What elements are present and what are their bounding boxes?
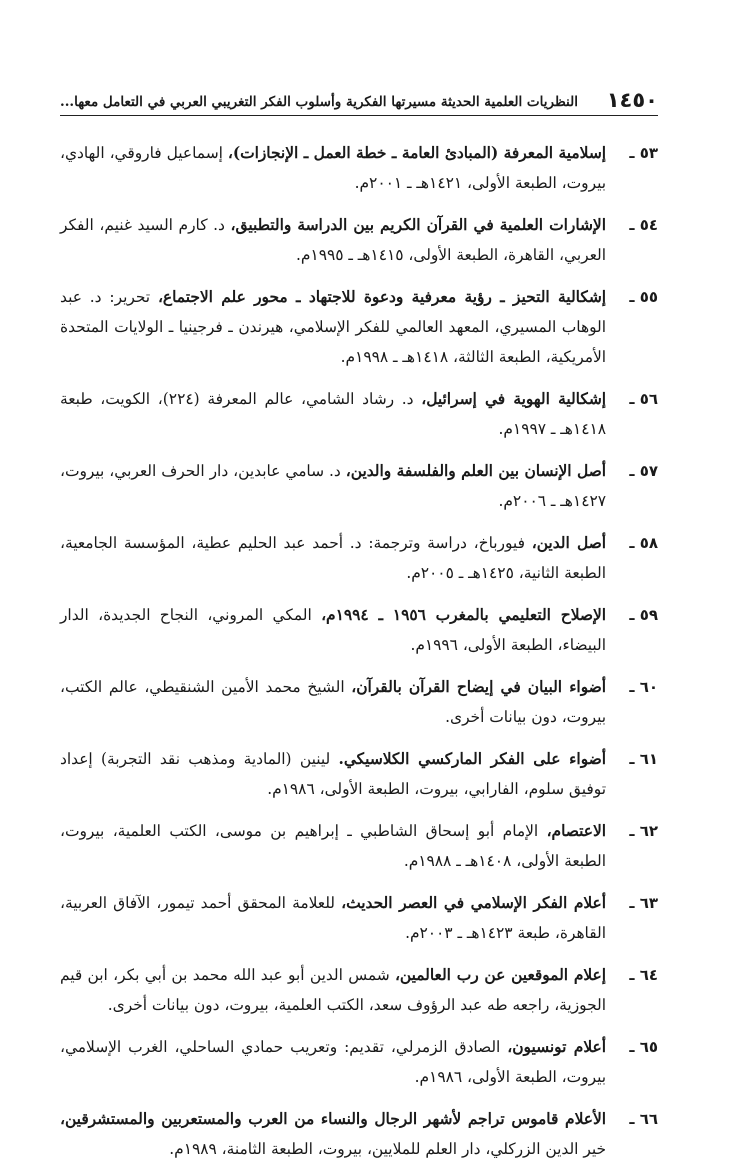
- entry-title: الأعلام قاموس تراجم لأشهر الرجال والنساء من العرب والمستعربين والمستشرقين،: [60, 1110, 606, 1128]
- entry-title: أصل الإنسان بين العلم والفلسفة والدين،: [345, 462, 606, 480]
- entry-number: ٦٥ ـ: [629, 1038, 658, 1056]
- entry-title: أضواء على الفكر الماركسي الكلاسيكي.: [338, 750, 606, 768]
- entry-number: ٥٥ ـ: [629, 288, 658, 306]
- entry-number: ٦٣ ـ: [629, 894, 658, 912]
- bibliography-entry: [60, 1032, 658, 1092]
- entry-text: [60, 528, 606, 588]
- entry-details: فيورباخ، دراسة وترجمة: د. أحمد عبد الحليم عطية، المؤسسة الجامعية، الطبعة الثانية، ١٤٢٥هـ ـ ٢٠٠٥م.: [60, 534, 606, 582]
- entry-details: الشيخ محمد الأمين الشنقيطي، عالم الكتب، بيروت، دون بيانات أخرى.: [60, 678, 606, 726]
- bibliography-entry: [60, 210, 658, 270]
- entry-details: د. كارم السيد غنيم، الفكر العربي، القاهرة، الطبعة الأولى، ١٤١٥هـ ـ ١٩٩٥م.: [60, 216, 606, 264]
- bibliography-entry: [60, 138, 658, 198]
- entry-text: [60, 384, 606, 444]
- entry-title: إشكالية الهوية في إسرائيل،: [421, 390, 607, 408]
- entry-details: شمس الدين أبو عبد الله محمد بن أبي بكر، ابن قيم الجوزية، راجعه طه عبد الرؤوف سعد، الكتب العلمية، بيروت، دون بيانات أخرى.: [60, 966, 606, 1014]
- entry-text: [60, 456, 606, 516]
- entry-title: أضواء البيان في إيضاح القرآن بالقرآن،: [351, 678, 606, 696]
- entry-details: الصادق الزمرلي، تقديم: وتعريب حمادي الساحلي، الغرب الإسلامي، بيروت، الطبعة الأولى، ١٩٨٦م.: [60, 1038, 606, 1086]
- entry-details: الإمام أبو إسحاق الشاطبي ـ إبراهيم بن موسى، الكتب العلمية، بيروت، الطبعة الأولى، ١٤٠٨هـ ـ ١٩٨٨م.: [60, 822, 606, 870]
- entry-title: إسلامية المعرفة (المبادئ العامة ـ خطة العمل ـ الإنجازات)،: [227, 144, 606, 162]
- running-title: النظريات العلمية الحديثة مسيرتها الفكرية وأسلوب الفكر التغريبي العربي في التعامل معها...: [60, 94, 578, 110]
- entry-details: تحرير: د. عبد الوهاب المسيري، المعهد العالمي للفكر الإسلامي، هيرندن ـ فرجينيا ـ الولايات المتحدة الأمريكية، الطبعة الثالثة، ١٤١٨هـ ـ ١٩٩٨م.: [60, 288, 606, 366]
- entry-details: د. رشاد الشامي، عالم المعرفة (٢٢٤)، الكويت، طبعة ١٤١٨هـ ـ ١٩٩٧م.: [60, 390, 606, 438]
- entry-number: ٦٤ ـ: [629, 966, 658, 984]
- bibliography-entry: [60, 960, 658, 1020]
- bibliography-list: [60, 138, 658, 1176]
- bibliography-entry: [60, 282, 658, 372]
- entry-title: أصل الدين،: [531, 534, 607, 552]
- bibliography-entry: [60, 1104, 658, 1164]
- entry-text: [60, 1104, 606, 1164]
- entry-details: للعلامة المحقق أحمد تيمور، الآفاق العربية، القاهرة، طبعة ١٤٢٣هـ ـ ٢٠٠٣م.: [60, 894, 606, 942]
- entry-number: ٥٨ ـ: [629, 534, 658, 552]
- entry-text: [60, 672, 606, 732]
- entry-number: ٦٠ ـ: [629, 678, 658, 696]
- bibliography-entry: [60, 672, 658, 732]
- entry-text: [60, 744, 606, 804]
- entry-details: المكي المروني، النجاح الجديدة، الدار البيضاء، الطبعة الأولى، ١٩٩٦م.: [60, 606, 606, 654]
- bibliography-entry: [60, 528, 658, 588]
- bibliography-entry: [60, 600, 658, 660]
- entry-number: ٥٦ ـ: [629, 390, 658, 408]
- entry-number: ٥٣ ـ: [629, 144, 658, 162]
- entry-text: [60, 888, 606, 948]
- entry-number: ٦١ ـ: [629, 750, 658, 768]
- entry-title: أعلام الفكر الإسلامي في العصر الحديث،: [341, 894, 606, 912]
- entry-text: [60, 138, 606, 198]
- entry-title: أعلام تونسيون،: [507, 1038, 606, 1056]
- entry-details: د. سامي عابدين، دار الحرف العربي، بيروت، ١٤٢٧هـ ـ ٢٠٠٦م.: [60, 462, 606, 510]
- bibliography-entry: [60, 816, 658, 876]
- entry-details: لينين (المادية ومذهب نقد التجربة) إعداد توفيق سلوم، الفارابي، بيروت، الطبعة الأولى، ١٩٨٦م.: [60, 750, 606, 798]
- entry-title: إعلام الموقعين عن رب العالمين،: [394, 966, 606, 984]
- entry-number: ٦٦ ـ: [629, 1110, 658, 1128]
- bibliography-entry: [60, 384, 658, 444]
- bibliography-entry: [60, 456, 658, 516]
- entry-details: إسماعيل فاروقي، الهادي، بيروت، الطبعة الأولى، ١٤٢١هـ ـ ٢٠٠١م.: [60, 144, 606, 192]
- entry-text: [60, 816, 606, 876]
- page-number: ١٤٥٠: [606, 88, 658, 112]
- entry-text: [60, 1032, 606, 1092]
- entry-text: [60, 600, 606, 660]
- page-header: [60, 86, 658, 116]
- entry-title: الإشارات العلمية في القرآن الكريم بين الدراسة والتطبيق،: [230, 216, 606, 234]
- entry-text: [60, 210, 606, 270]
- entry-title: إشكالية التحيز ـ رؤية معرفية ودعوة للاجتهاد ـ محور علم الاجتماع،: [157, 288, 606, 306]
- entry-text: [60, 282, 606, 372]
- entry-text: [60, 960, 606, 1020]
- entry-number: ٥٧ ـ: [629, 462, 658, 480]
- bibliography-entry: [60, 744, 658, 804]
- entry-title: الاعتصام،: [546, 822, 606, 840]
- entry-title: الإصلاح التعليمي بالمغرب ١٩٥٦ ـ ١٩٩٤م،: [321, 606, 607, 624]
- entry-details: خير الدين الزركلي، دار العلم للملايين، بيروت، الطبعة الثامنة، ١٩٨٩م.: [169, 1140, 606, 1158]
- entry-number: ٥٩ ـ: [629, 606, 658, 624]
- entry-number: ٦٢ ـ: [629, 822, 658, 840]
- bibliography-entry: [60, 888, 658, 948]
- entry-number: ٥٤ ـ: [629, 216, 658, 234]
